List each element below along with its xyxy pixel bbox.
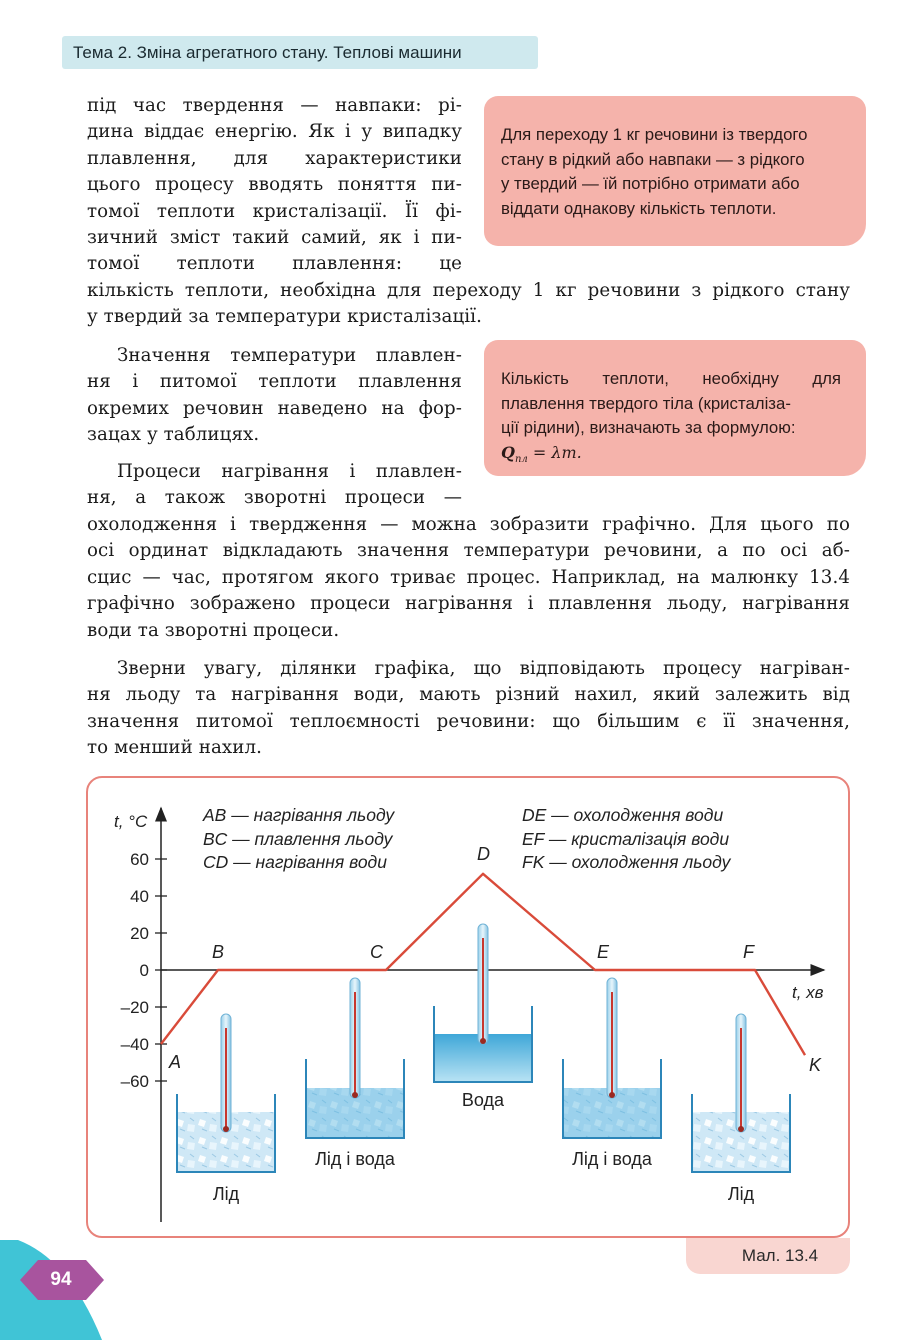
text-line: томої теплоти плавлення: це <box>87 253 462 275</box>
point-label: B <box>212 942 225 962</box>
text-line: кількість теплоти, необхідна для переходу 1 кг речовини з рідкого стану <box>87 280 850 301</box>
note-line: Для переходу 1 кг речовини із твердого <box>501 125 808 144</box>
legend-bc: BC — плавлення льоду <box>203 829 393 849</box>
point-label: E <box>597 942 610 962</box>
text-line: ня, а також зворотні процеси — <box>87 487 462 509</box>
text-line: графічно зображено процеси нагрівання і плавлення льоду, нагрівання <box>87 593 850 615</box>
note-line: у твердий — їй потрібно отримати або <box>501 174 800 193</box>
formula-symbol: Q <box>501 442 515 462</box>
vessel-label-ice-water: Лід і вода <box>315 1149 395 1169</box>
text-line: окремих речовин наведено на фор- <box>87 397 462 419</box>
text-line: ня льоду та нагрівання води, мають різний нахил, який залежить від <box>87 684 850 706</box>
vessel-label-water: Вода <box>461 1090 505 1110</box>
text-line: сцис — час, протягом якого триває процес. Наприклад, на малюнку 13.4 <box>87 566 850 588</box>
note-line: плавлення твердого тіла (кристаліза- <box>501 393 791 413</box>
text-line: води та зворотні процеси. <box>87 619 340 641</box>
topic-header: Тема 2. Зміна агрегатного стану. Теплові машини <box>62 36 538 69</box>
formula-subscript: пл <box>514 453 528 465</box>
text-line: осі ординат відкладають значення температури речовини, а по осі аб- <box>87 540 850 562</box>
text-line: у твердий за температури кристалізації. <box>87 306 482 328</box>
text-line: Процеси нагрівання і плавлен- <box>117 461 462 482</box>
note-line: стану в рідкий або навпаки — з рідкого <box>501 149 805 169</box>
paragraph-2 <box>87 343 462 449</box>
text-line: плавлення, для характеристики <box>87 147 462 169</box>
point-label: K <box>809 1055 822 1076</box>
y-tick-label: –20 <box>120 998 149 1017</box>
point-label: C <box>370 942 383 962</box>
text-line: то менший нахил. <box>87 737 263 759</box>
text-line: зацах у таблицях. <box>87 424 260 446</box>
legend-cd: CD — нагрівання води <box>203 852 387 872</box>
text-line: цього процесу вводять поняття пи- <box>87 174 462 196</box>
y-tick-label: 0 <box>139 961 149 980</box>
paragraph-4 <box>87 656 850 762</box>
legend-fk: FK — охолодження льоду <box>522 852 731 872</box>
point-label: A <box>169 1052 182 1072</box>
paragraph-3-continued <box>87 512 850 644</box>
x-axis-label: t, хв <box>792 983 824 1002</box>
formula <box>501 441 866 473</box>
point-label: F <box>743 942 754 962</box>
text-line: дина віддає енергію. Як і у випадку <box>87 121 462 143</box>
note-line: Кількість теплоти, необхідну для <box>501 369 841 388</box>
vessel-label-ice-water: Лід і вода <box>572 1149 652 1169</box>
y-tick-label: –40 <box>120 1035 149 1054</box>
y-tick-label: 40 <box>130 887 149 906</box>
text-line: ня і питомої теплоти плавлення <box>87 371 462 393</box>
legend-de: DE — охолодження води <box>522 805 724 825</box>
text-line: Зверни увагу, ділянки графіка, що відповідають процесу нагріван- <box>117 658 850 679</box>
text-line: томої теплоти кристалізації. Її фі- <box>87 200 462 222</box>
page-number: 94 <box>50 1269 72 1290</box>
point-label: D <box>477 843 490 864</box>
vessel-label-ice: Лід <box>212 1184 240 1204</box>
side-note-1 <box>484 96 866 246</box>
figure-caption: Мал. 13.4 <box>686 1238 850 1274</box>
y-tick-label: –60 <box>120 1072 149 1091</box>
figure-13-4 <box>86 776 850 1238</box>
paragraph-1-continued <box>87 278 850 331</box>
paragraph-1 <box>87 93 462 278</box>
y-axis-label: t, °С <box>114 812 148 831</box>
y-tick-label: 20 <box>130 924 149 943</box>
formula-rest: = λm. <box>527 442 582 462</box>
text-line: значення питомої теплоємності речовини: що більшим є її значення, <box>87 710 850 732</box>
text-line: зичний зміст такий самий, як і пи- <box>87 226 462 248</box>
legend-ab: AB — нагрівання льоду <box>203 805 395 825</box>
text-line: Значення температури плавлен- <box>117 345 462 366</box>
legend-ef: EF — кристалізація води <box>522 829 730 849</box>
note-line: ції рідини), визначають за формулою: <box>501 418 796 437</box>
note-line: віддати однакову кількість теплоти. <box>501 198 777 218</box>
paragraph-3 <box>87 459 462 512</box>
text-line: під час твердення — навпаки: рі- <box>87 95 462 116</box>
vessel-label-ice: Лід <box>727 1184 755 1204</box>
y-tick-label: 60 <box>130 850 149 869</box>
side-note-2 <box>484 340 866 476</box>
text-line: охолодження і твердження — можна зобразити графічно. Для цього по <box>87 514 850 535</box>
